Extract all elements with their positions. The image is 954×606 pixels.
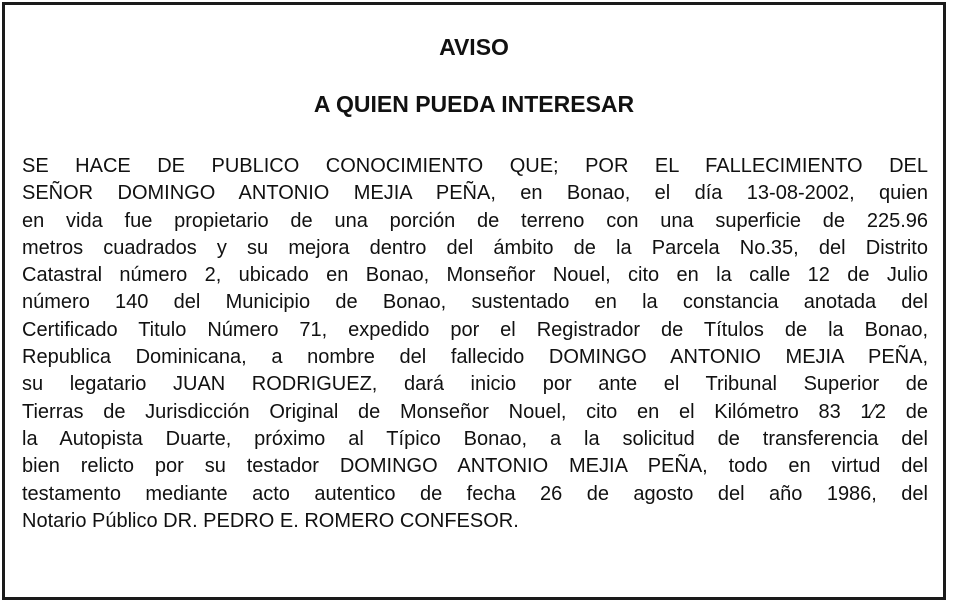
notice-body-line: SEÑOR DOMINGO ANTONIO MEJIA PEÑA, en Bonao, el día 13-08-2002, quien [22, 182, 928, 205]
notice-body-line: en vida fue propietario de una porción de terreno con una superficie de 225.96 [22, 209, 928, 232]
notice-body-line: testamento mediante acto autentico de fecha 26 de agosto del año 1986, del [22, 482, 928, 505]
notice-body-line: Certificado Titulo Número 71, expedido por el Registrador de Títulos de la Bonao, [22, 318, 928, 341]
notice-body-line: metros cuadrados y su mejora dentro del ámbito de la Parcela No.35, del Distrito [22, 236, 928, 259]
notice-body-line: la Autopista Duarte, próximo al Típico Bonao, a la solicitud de transferencia del [22, 427, 928, 450]
notice-box [2, 2, 946, 600]
notice-body [22, 153, 928, 535]
notice-body-line: SE HACE DE PUBLICO CONOCIMIENTO QUE; POR EL FALLECIMIENTO DEL [22, 155, 928, 177]
notice-title: AVISO [439, 34, 509, 60]
notice-subtitle: A QUIEN PUEDA INTERESAR [313, 91, 635, 117]
notice-body-line: Republica Dominicana, a nombre del fallecido DOMINGO ANTONIO MEJIA PEÑA, [22, 346, 928, 369]
notice-body-line: Notario Público DR. PEDRO E. ROMERO CONFESOR. [22, 509, 519, 532]
notice-body-line: número 140 del Municipio de Bonao, sustentado en la constancia anotada del [22, 291, 928, 314]
notice-body-line: bien relicto por su testador DOMINGO ANTONIO MEJIA PEÑA, todo en virtud del [22, 455, 928, 478]
notice-body-line: Catastral número 2, ubicado en Bonao, Monseñor Nouel, cito en la calle 12 de Julio [22, 264, 928, 287]
notice-body-line: Tierras de Jurisdicción Original de Monseñor Nouel, cito en el Kilómetro 83 1⁄2 de [22, 400, 928, 423]
notice-body-line: su legatario JUAN RODRIGUEZ, dará inicio por ante el Tribunal Superior de [22, 373, 928, 396]
